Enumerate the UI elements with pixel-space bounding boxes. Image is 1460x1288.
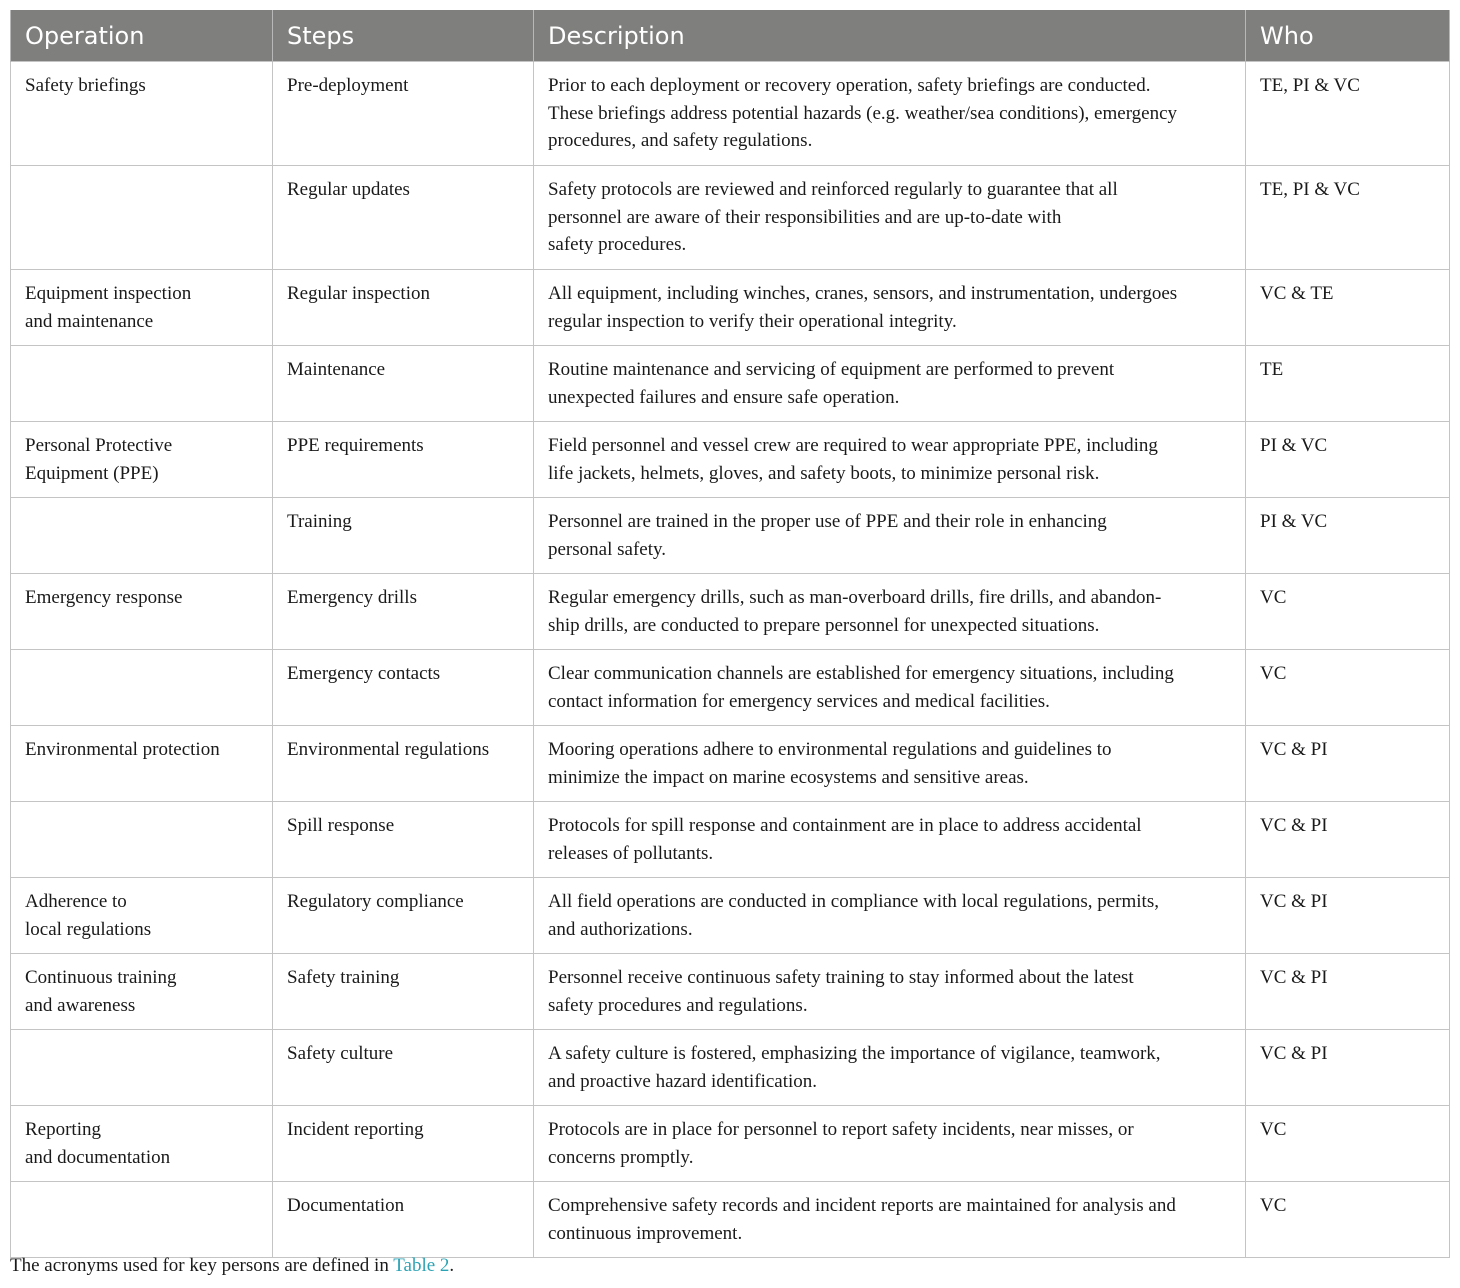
step-cell: Emergency contacts — [273, 650, 534, 726]
who-cell: PI & VC — [1246, 498, 1450, 574]
step-cell: Incident reporting — [273, 1106, 534, 1182]
operation-cell-line: Personal Protective — [25, 435, 173, 456]
who-cell: PI & VC — [1246, 422, 1450, 498]
description-cell-line: Routine maintenance and servicing of equipment are performed to prevent — [548, 359, 1115, 380]
description-cell-line: procedures, and safety regulations. — [548, 130, 813, 151]
step-cell: Regular updates — [273, 166, 534, 270]
table-row — [11, 878, 1450, 954]
description-cell — [534, 346, 1246, 422]
description-cell-line: Mooring operations adhere to environmental regulations and guidelines to — [548, 739, 1112, 760]
step-cell: Regulatory compliance — [273, 878, 534, 954]
description-cell — [534, 62, 1246, 166]
table-row — [11, 346, 1450, 422]
safety-table — [10, 10, 1450, 1258]
description-cell-line: personnel are aware of their responsibilities and are up-to-date with — [548, 206, 1062, 228]
step-cell: Regular inspection — [273, 270, 534, 346]
who-cell: VC & PI — [1246, 802, 1450, 878]
step-cell: Training — [273, 498, 534, 574]
table-row — [11, 650, 1450, 726]
operation-cell-line: Equipment (PPE) — [25, 462, 159, 484]
table-row — [11, 498, 1450, 574]
who-cell: VC — [1246, 1106, 1450, 1182]
who-cell: TE — [1246, 346, 1450, 422]
table-row — [11, 1030, 1450, 1106]
operation-cell — [11, 422, 273, 498]
description-cell-line: These briefings address potential hazards (e.g. weather/sea conditions), emergency — [548, 102, 1178, 124]
table-footnote — [10, 1255, 454, 1277]
operation-cell-line: Equipment inspection — [25, 283, 192, 304]
operation-cell — [11, 726, 273, 802]
description-cell-line: Regular emergency drills, such as man-overboard drills, fire drills, and abandon- — [548, 587, 1162, 608]
step-cell: Spill response — [273, 802, 534, 878]
who-cell: VC & PI — [1246, 1030, 1450, 1106]
description-cell-line: All field operations are conducted in compliance with local regulations, permits, — [548, 891, 1159, 912]
description-cell-line: and proactive hazard identification. — [548, 1070, 818, 1092]
operation-cell — [11, 878, 273, 954]
description-cell-line: Protocols are in place for personnel to report safety incidents, near misses, or — [548, 1119, 1134, 1140]
description-cell-line: safety procedures and regulations. — [548, 994, 808, 1016]
who-cell: VC — [1246, 650, 1450, 726]
description-cell — [534, 270, 1246, 346]
description-cell-line: regular inspection to verify their operational integrity. — [548, 310, 957, 332]
step-cell: PPE requirements — [273, 422, 534, 498]
description-cell-line: safety procedures. — [548, 234, 687, 255]
step-cell: Environmental regulations — [273, 726, 534, 802]
description-cell — [534, 1030, 1246, 1106]
description-cell — [534, 878, 1246, 954]
who-cell: VC & PI — [1246, 878, 1450, 954]
table-row — [11, 726, 1450, 802]
step-cell: Maintenance — [273, 346, 534, 422]
description-cell-line: unexpected failures and ensure safe operation. — [548, 386, 900, 408]
description-cell-line: life jackets, helmets, gloves, and safety boots, to minimize personal risk. — [548, 462, 1100, 484]
description-cell-line: contact information for emergency services and medical facilities. — [548, 690, 1050, 712]
description-cell-line: Personnel receive continuous safety training to stay informed about the latest — [548, 967, 1134, 988]
operation-cell — [11, 346, 273, 422]
operation-cell — [11, 574, 273, 650]
operation-cell — [11, 1182, 273, 1258]
footnote-text: The acronyms used for key persons are defined in — [10, 1255, 394, 1276]
operation-cell-line: Environmental protection — [25, 739, 220, 760]
operation-cell — [11, 954, 273, 1030]
description-cell — [534, 574, 1246, 650]
step-cell: Safety training — [273, 954, 534, 1030]
description-cell-line: Protocols for spill response and containment are in place to address accidental — [548, 815, 1142, 836]
description-cell — [534, 726, 1246, 802]
description-cell-line: Prior to each deployment or recovery operation, safety briefings are conducted. — [548, 75, 1151, 96]
operation-cell-line: and maintenance — [25, 310, 154, 332]
operation-cell — [11, 166, 273, 270]
table-row — [11, 62, 1450, 166]
table-header-row — [11, 10, 1450, 62]
table-row — [11, 166, 1450, 270]
description-cell — [534, 802, 1246, 878]
description-cell-line: All equipment, including winches, cranes, sensors, and instrumentation, undergoes — [548, 283, 1178, 304]
header-steps: Steps — [273, 10, 534, 62]
who-cell: VC & PI — [1246, 954, 1450, 1030]
description-cell-line: personal safety. — [548, 538, 666, 560]
description-cell — [534, 954, 1246, 1030]
table-row — [11, 422, 1450, 498]
step-cell: Pre-deployment — [273, 62, 534, 166]
description-cell — [534, 166, 1246, 270]
table-row — [11, 574, 1450, 650]
operation-cell — [11, 270, 273, 346]
description-cell-line: Personnel are trained in the proper use of PPE and their role in enhancing — [548, 511, 1107, 532]
description-cell — [534, 422, 1246, 498]
description-cell — [534, 1182, 1246, 1258]
operation-cell — [11, 650, 273, 726]
header-description: Description — [534, 10, 1246, 62]
operation-cell-line: and awareness — [25, 994, 136, 1016]
operation-cell-line: local regulations — [25, 918, 152, 940]
description-cell-line: A safety culture is fostered, emphasizing the importance of vigilance, teamwork, — [548, 1043, 1161, 1064]
table-row — [11, 802, 1450, 878]
description-cell-line: Field personnel and vessel crew are required to wear appropriate PPE, including — [548, 435, 1158, 456]
operation-cell — [11, 62, 273, 166]
description-cell-line: continuous improvement. — [548, 1222, 743, 1244]
description-cell-line: Clear communication channels are established for emergency situations, including — [548, 663, 1174, 684]
description-cell-line: releases of pollutants. — [548, 842, 714, 864]
operation-cell — [11, 802, 273, 878]
description-cell-line: minimize the impact on marine ecosystems and sensitive areas. — [548, 766, 1029, 788]
operation-cell — [11, 1030, 273, 1106]
who-cell: TE, PI & VC — [1246, 62, 1450, 166]
step-cell: Emergency drills — [273, 574, 534, 650]
operation-cell-line: Reporting — [25, 1119, 101, 1140]
header-operation: Operation — [11, 10, 273, 62]
table-body — [11, 62, 1450, 1258]
who-cell: VC — [1246, 1182, 1450, 1258]
description-cell — [534, 1106, 1246, 1182]
description-cell-line: and authorizations. — [548, 918, 693, 940]
operation-cell-line: Emergency response — [25, 587, 183, 608]
header-who: Who — [1246, 10, 1450, 62]
description-cell — [534, 650, 1246, 726]
footnote-end: . — [449, 1255, 455, 1276]
operation-cell-line: Continuous training — [25, 967, 177, 988]
operation-cell-line: Adherence to — [25, 891, 127, 912]
operation-cell — [11, 498, 273, 574]
description-cell-line: Comprehensive safety records and incident reports are maintained for analysis and — [548, 1195, 1176, 1216]
operation-cell-line: and documentation — [25, 1146, 171, 1168]
description-cell-line: concerns promptly. — [548, 1146, 694, 1168]
description-cell-line: ship drills, are conducted to prepare personnel for unexpected situations. — [548, 614, 1100, 636]
description-cell — [534, 498, 1246, 574]
step-cell: Documentation — [273, 1182, 534, 1258]
table-row — [11, 954, 1450, 1030]
table-row — [11, 1182, 1450, 1258]
description-cell-line: Safety protocols are reviewed and reinforced regularly to guarantee that all — [548, 179, 1118, 200]
table-row — [11, 1106, 1450, 1182]
operation-cell-line: Safety briefings — [25, 75, 146, 96]
who-cell: VC & TE — [1246, 270, 1450, 346]
step-cell: Safety culture — [273, 1030, 534, 1106]
who-cell: VC & PI — [1246, 726, 1450, 802]
who-cell: VC — [1246, 574, 1450, 650]
table-2-link[interactable]: Table 2 — [393, 1255, 450, 1276]
who-cell: TE, PI & VC — [1246, 166, 1450, 270]
table-row — [11, 270, 1450, 346]
operation-cell — [11, 1106, 273, 1182]
